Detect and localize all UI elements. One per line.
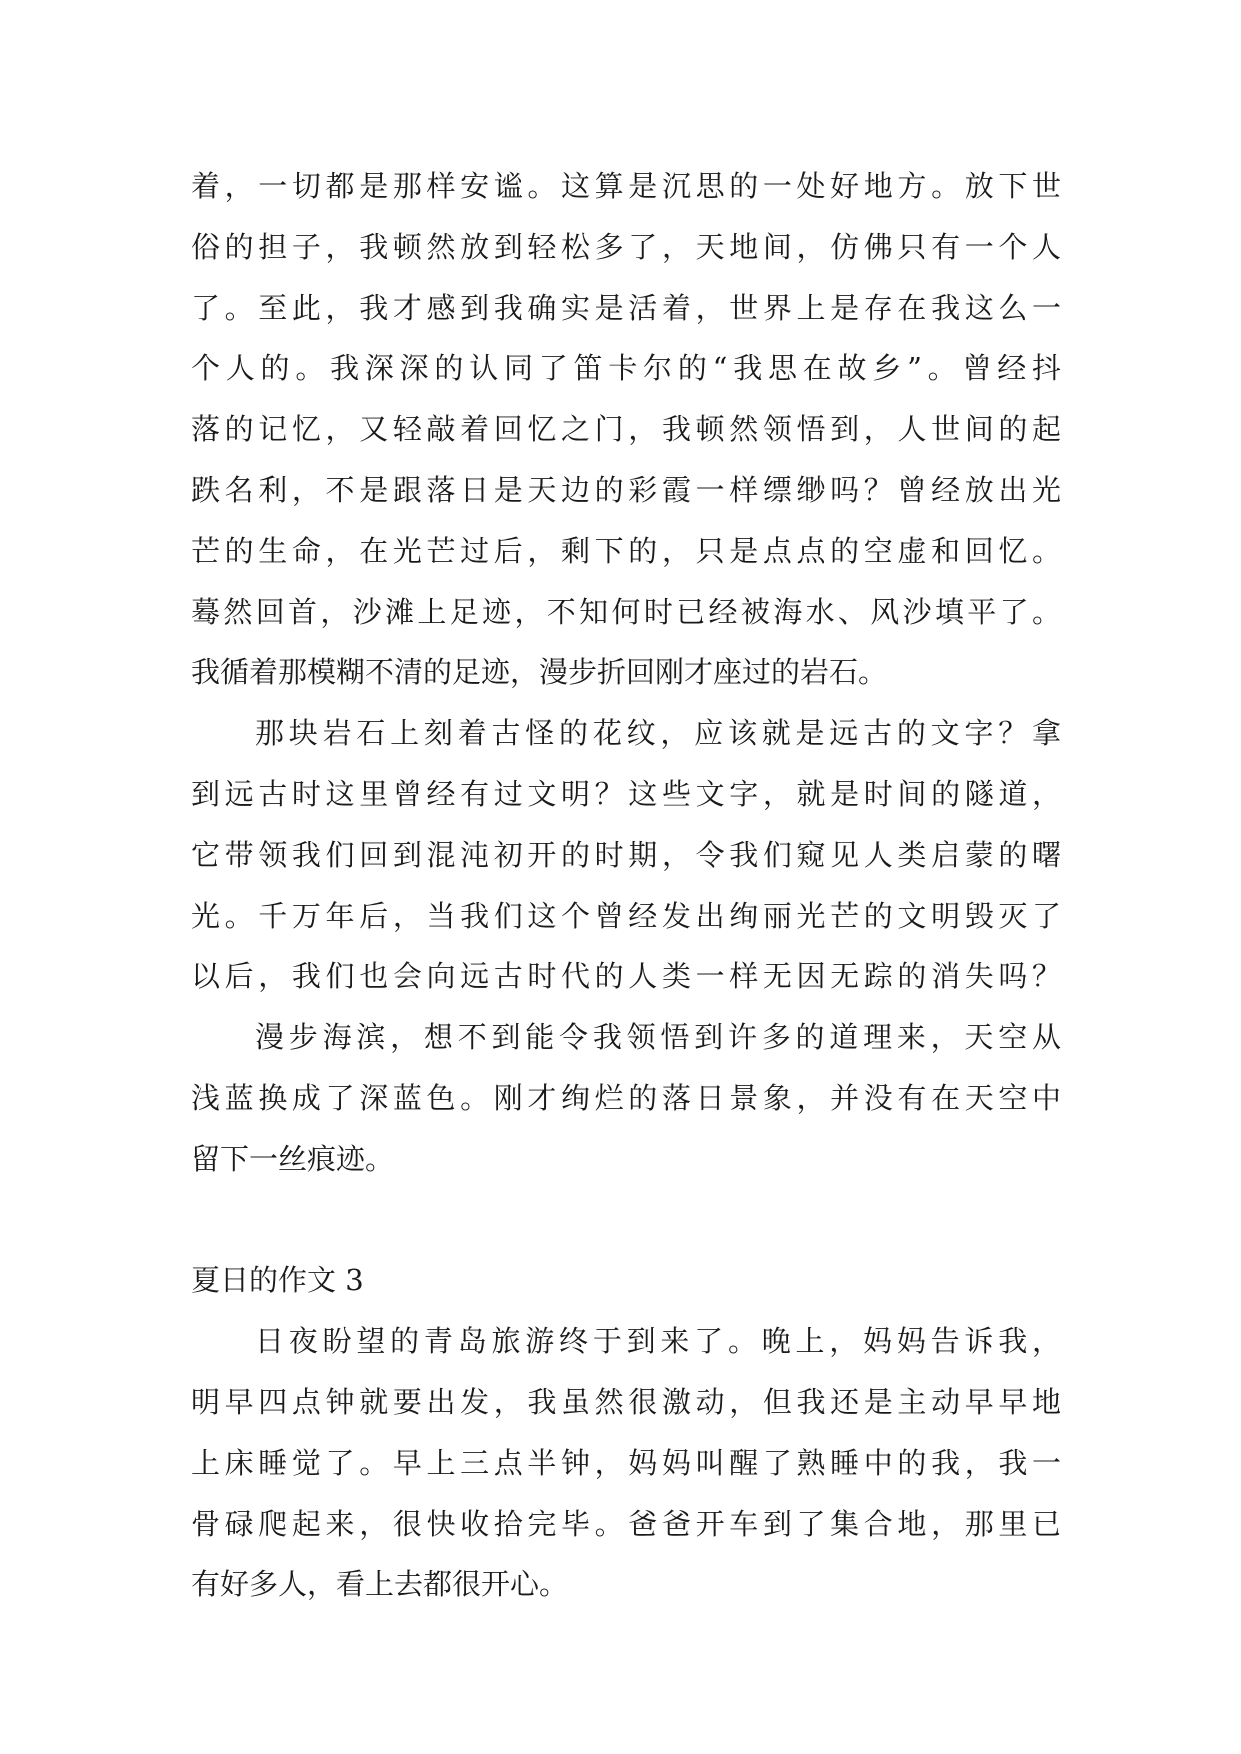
text-line: 骨碌爬起来，很快收拾完毕。爸爸开车到了集合地，那里已 (191, 1506, 1061, 1541)
text-line: 个人的。我深深的认同了笛卡尔的“我思在故乡”。曾经抖 (191, 351, 1061, 386)
text-line: 光。千万年后，当我们这个曾经发出绚丽光芒的文明毁灭了 (191, 898, 1061, 933)
text-line: 芒的生命，在光芒过后，剩下的，只是点点的空虚和回忆。 (191, 533, 1061, 568)
text-line: 日夜盼望的青岛旅游终于到来了。晚上，妈妈告诉我， (255, 1324, 1061, 1359)
text-line: 有好多人，看上去都很开心。 (191, 1567, 569, 1602)
paragraph-3 (191, 1007, 1061, 1189)
text-line: 我循着那模糊不清的足迹，漫步折回刚才座过的岩石。 (191, 655, 888, 690)
blank-line (191, 1190, 1061, 1251)
document-body (191, 156, 1061, 1615)
paragraph-4 (191, 1311, 1061, 1615)
text-line: 到远古时这里曾经有过文明？这些文字，就是时间的隧道， (191, 776, 1061, 811)
text-line: 跌名利，不是跟落日是天边的彩霞一样缥缈吗？曾经放出光 (191, 472, 1061, 507)
text-line: 明早四点钟就要出发，我虽然很激动，但我还是主动早早地 (191, 1384, 1061, 1419)
text-line: 着，一切都是那样安谧。这算是沉思的一处好地方。放下世 (191, 169, 1061, 203)
section-heading-text: 夏日的作文 3 (191, 1263, 364, 1298)
section-heading (191, 1250, 1061, 1311)
text-line: 上床睡觉了。早上三点半钟，妈妈叫醒了熟睡中的我，我一 (191, 1445, 1061, 1480)
text-line: 留下一丝痕迹。 (191, 1141, 395, 1176)
paragraph-1 (191, 156, 1061, 703)
text-line: 它带领我们回到混沌初开的时期，令我们窥见人类启蒙的曙 (191, 837, 1061, 872)
text-line: 俗的担子，我顿然放到轻松多了，天地间，仿佛只有一个人 (191, 229, 1061, 264)
text-line: 浅蓝换成了深蓝色。刚才绚烂的落日景象，并没有在天空中 (191, 1080, 1061, 1115)
text-line: 以后，我们也会向远古时代的人类一样无因无踪的消失吗？ (191, 959, 1061, 994)
text-line: 蓦然回首，沙滩上足迹，不知何时已经被海水、风沙填平了。 (191, 594, 1061, 629)
text-line: 落的记忆，又轻敲着回忆之门，我顿然领悟到，人世间的起 (191, 412, 1061, 447)
text-line: 漫步海滨，想不到能令我领悟到许多的道理来，天空从 (255, 1020, 1061, 1055)
text-line: 了。至此，我才感到我确实是活着，世界上是存在我这么一 (191, 290, 1061, 325)
text-line: 那块岩石上刻着古怪的花纹，应该就是远古的文字？拿 (255, 716, 1061, 751)
paragraph-2 (191, 703, 1061, 1007)
